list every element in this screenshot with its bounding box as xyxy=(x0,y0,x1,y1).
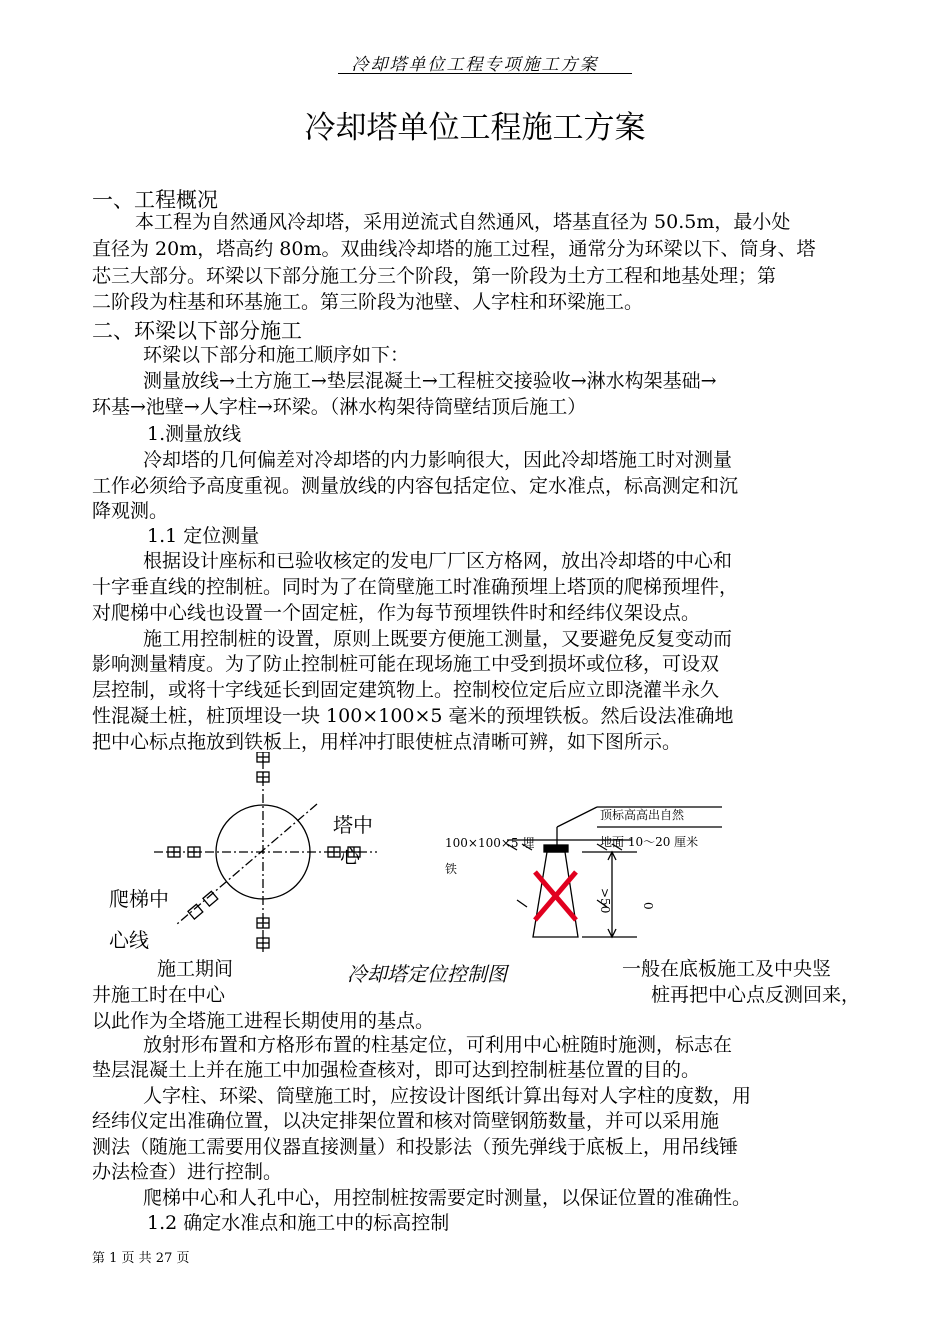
para5-line-1: 人字柱、环梁、筒壁施工时，应按设计图纸计算出每对人字柱的度数，用 xyxy=(143,1085,752,1107)
para2-line-3: 层控制，或将十字线延长到固定建筑物上。控制校位定后应立即浇灌半永久 xyxy=(92,679,720,701)
sub11-line-2: 十字垂直线的控制桩。同时为了在筒壁施工时准确预埋上塔顶的爬梯预埋件， xyxy=(92,576,739,598)
sub1-line-2: 工作必须给予高度重视。测量放线的内容包括定位、定水准点，标高测定和沉 xyxy=(92,475,739,497)
section-2-heading: 二、环梁以下部分施工 xyxy=(92,319,302,343)
sub11-line-3: 对爬梯中心线也设置一个固定桩，作为每节预埋铁件时和经纬仪架设点。 xyxy=(92,602,701,624)
label-depth: >50 xyxy=(598,888,612,914)
para4-line-1: 放射形布置和方格形布置的柱基定位，可利用中心桩随时施测，标志在 xyxy=(143,1034,733,1056)
subsection-1-2-heading: 1.2 确定水准点和施工中的标高控制 xyxy=(147,1212,450,1234)
section-1-heading: 一、工程概况 xyxy=(92,188,218,212)
s1-line-2: 直径为 20m，塔高约 80m。双曲线冷却塔的施工过程，通常分为环梁以下、筒身、塔 xyxy=(92,238,816,260)
document-title: 冷却塔单位工程施工方案 xyxy=(304,110,646,146)
s1-line-4: 二阶段为柱基和环基施工。第三阶段为池壁、人字柱和环梁施工。 xyxy=(92,291,644,313)
embedded-plate xyxy=(544,845,568,852)
para3-fragment-3: 井施工时在中心 xyxy=(92,984,226,1006)
para5-line-2: 经纬仪定出准确位置，以决定排架位置和核对筒壁钢筋数量，并可以采用施 xyxy=(92,1110,720,1132)
label-plate-2: 铁 xyxy=(445,862,458,876)
s2-line-2: 测量放线→土方施工→垫层混凝土→工程桩交接验收→淋水构架基础→ xyxy=(143,370,717,392)
s2-line-3: 环基→池壁→人字柱→环梁。（淋水构架待筒壁结顶后施工） xyxy=(92,396,587,418)
label-ladder-2: 心线 xyxy=(109,928,149,952)
para2-line-4: 性混凝土桩，桩顶埋设一块 100×100×5 毫米的预埋铁板。然后设法准确地 xyxy=(92,705,734,727)
para3-fragment-1: 施工期间 xyxy=(157,958,234,980)
para3-fragment-2: 一般在底板施工及中央竖 xyxy=(622,958,832,980)
sub11-line-1: 根据设计座标和已验收核定的发电厂厂区方格网，放出冷却塔的中心和 xyxy=(143,550,733,572)
label-plate: 100×100×5 埋 xyxy=(445,836,535,850)
s2-line-1: 环梁以下部分和施工顺序如下： xyxy=(143,344,410,366)
label-top: 顶标高高出自然 xyxy=(600,808,685,822)
header-rule xyxy=(338,73,632,74)
para3-line-5: 以此作为全塔施工进程长期使用的基点。 xyxy=(92,1010,435,1032)
para2-line-1: 施工用控制桩的设置，原则上既要方便施工测量，又要避免反复变动而 xyxy=(143,628,733,650)
para5-line-3: 测法（随施工需要用仪器直接测量）和投影法（预先弹线于底板上，用吊线锤 xyxy=(92,1136,739,1158)
para2-line-5: 把中心标点拖放到铁板上，用样冲打眼使桩点清晰可辨，如下图所示。 xyxy=(92,731,682,753)
figure-caption: 冷却塔定位控制图 xyxy=(347,962,507,986)
para3-fragment-4: 桩再把中心点反测回来， xyxy=(651,984,861,1006)
label-tower-center: 塔中 xyxy=(333,813,373,837)
para2-line-2: 影响测量精度。为了防止控制桩可能在现场施工中受到损坏或位移，可设双 xyxy=(92,653,720,675)
page-footer: 第 1 页 共 27 页 xyxy=(92,1251,190,1266)
s1-line-3: 芯三大部分。环梁以下部分施工分三个阶段，第一阶段为土方工程和地基处理；第 xyxy=(92,265,777,287)
subsection-1-1-heading: 1.1 定位测量 xyxy=(147,525,260,547)
label-ladder: 爬梯中 xyxy=(109,887,169,911)
page-header: 冷却塔单位工程专项施工方案 xyxy=(351,55,599,75)
label-tower-center-2: 心 xyxy=(340,844,360,868)
para6-line-1: 爬梯中心和人孔中心，用控制桩按需要定时测量，以保证位置的准确性。 xyxy=(143,1187,752,1209)
label-depth-2: 0 xyxy=(641,902,655,910)
subsection-1-heading: 1.测量放线 xyxy=(147,423,242,445)
para4-line-2: 垫层混凝土上并在施工中加强检查核对，即可达到控制桩基位置的目的。 xyxy=(92,1059,701,1081)
label-ground: 地面 10～20 厘米 xyxy=(600,835,699,849)
sub1-line-3: 降观测。 xyxy=(92,500,169,522)
sub1-line-1: 冷却塔的几何偏差对冷却塔的内力影响很大，因此冷却塔施工时对测量 xyxy=(143,449,733,471)
para5-line-4: 办法检查）进行控制。 xyxy=(92,1161,283,1183)
s1-line-1: 本工程为自然通风冷却塔，采用逆流式自然通风，塔基直径为 50.5m，最小处 xyxy=(135,211,791,233)
